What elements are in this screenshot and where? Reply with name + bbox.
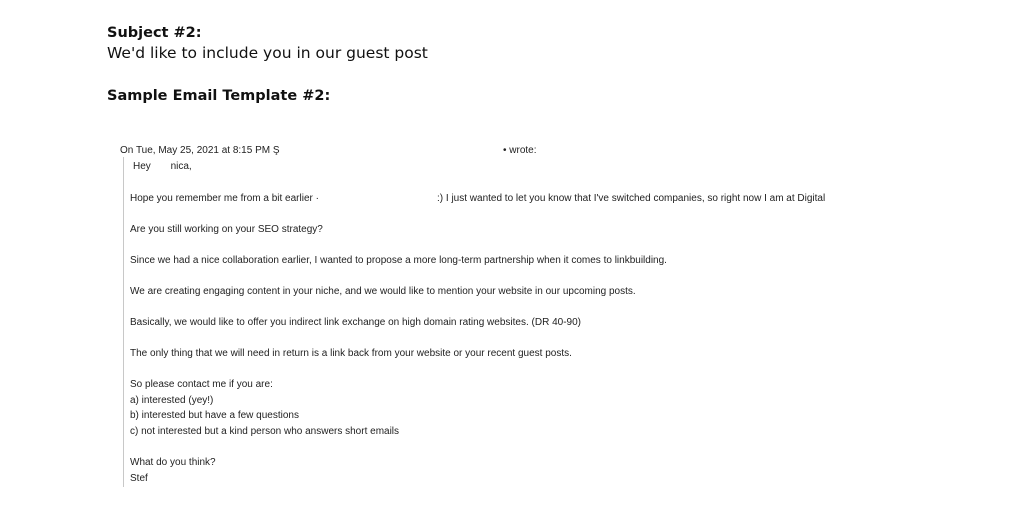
intro-line — [130, 193, 826, 204]
subject-heading: Subject #2: — [107, 25, 202, 41]
option-b: b) interested but have a few questions — [130, 410, 299, 421]
closing-question: What do you think? — [130, 457, 216, 468]
email-header-suffix: • wrote: — [503, 145, 537, 156]
intro-start: Hope you remember me from a bit earlier · — [130, 193, 319, 204]
greeting — [133, 161, 192, 172]
paragraph-return: The only thing that we will need in return is a link back from your website or your recent guest posts. — [130, 348, 572, 359]
option-a: a) interested (yey!) — [130, 395, 214, 406]
paragraph-offer: Basically, we would like to offer you indirect link exchange on high domain rating websites. (DR 40-90) — [130, 317, 581, 328]
signature: Stef — [130, 473, 148, 484]
option-c: c) not interested but a kind person who answers short emails — [130, 426, 400, 437]
intro-end: :) I just wanted to let you know that I've switched companies, so right now I am at Digital — [437, 193, 826, 204]
contact-intro: So please contact me if you are: — [130, 379, 273, 390]
subject-line: We'd like to include you in our guest post — [107, 44, 428, 62]
paragraph-content: We are creating engaging content in your niche, and we would like to mention your website in our upcoming posts. — [130, 286, 636, 297]
greeting-end: nica, — [170, 161, 192, 172]
email-screenshot — [118, 143, 898, 493]
paragraph-seo: Are you still working on your SEO strategy? — [130, 224, 323, 235]
email-header — [120, 145, 537, 156]
quote-bar — [123, 157, 124, 487]
email-header-prefix: On Tue, May 25, 2021 at 8:15 PM Ş — [120, 145, 280, 156]
template-heading: Sample Email Template #2: — [107, 88, 331, 104]
greeting-start: Hey — [133, 161, 151, 172]
paragraph-collaboration: Since we had a nice collaboration earlier, I wanted to propose a more long-term partnership when it comes to linkbuilding. — [130, 255, 667, 266]
